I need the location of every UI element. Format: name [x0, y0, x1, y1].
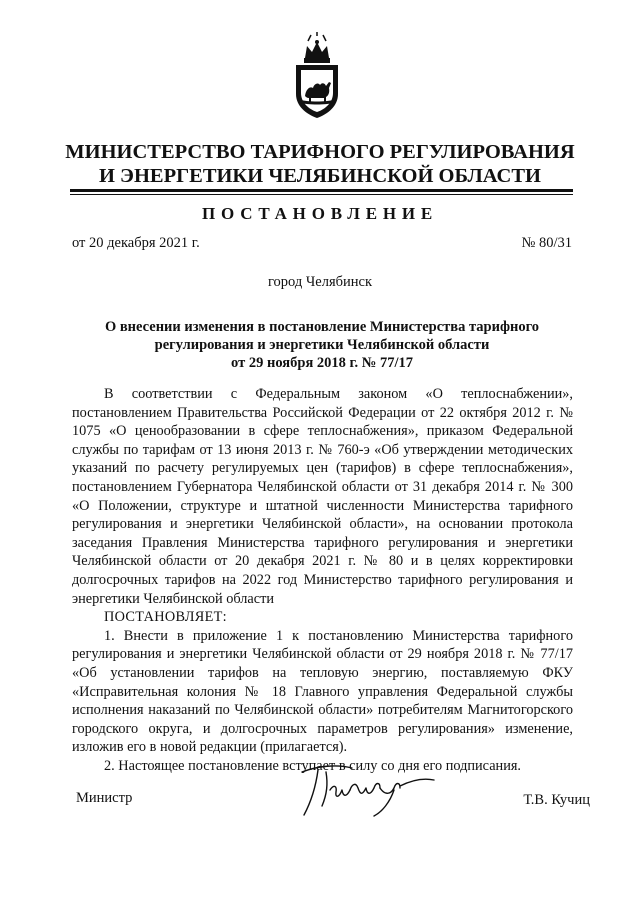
header-divider-thick [70, 189, 573, 192]
preamble-paragraph: В соответствии с Федеральным законом «О теплоснабжении», постановлением Правительства Российской Федерации от 22 октября 2012 г. № 1075 «О ценообразовании в сфере теплоснабжения», приказом Федеральной службы по тарифам от 13 июня 2013 г. № 760-э «Об утверждении методических указаний по расчету регулируемых цен (тарифов) в сфере теплоснабжения», постановлением Губернатора Челябинской области от 31 декабря 2014 г. № 300 «О Положении, структуре и штатной численности Министерства тарифного регулирования и энергетики Челябинской области», на основании протокола заседания Правления Министерства тарифного регулирования и энергетики Челябинской области от 20 декабря 2021 г. № 80 и в целях корректировки долгосрочных тарифов на 2022 год Министерство тарифного регулирования и энергетики Челябинской области [72, 386, 573, 607]
document-date: от 20 декабря 2021 г. [72, 235, 200, 251]
document-subject [72, 318, 572, 372]
coat-of-arms-icon [286, 32, 348, 120]
signature-icon [282, 760, 452, 820]
signatory-position: Министр [76, 790, 133, 806]
item-2-paragraph: 2. Настоящее постановление вступает в силу со дня его подписания. [104, 757, 521, 774]
decree-word: ПОСТАНОВЛЯЕТ: [104, 609, 227, 626]
header-divider-thin [70, 194, 573, 195]
document-body [72, 385, 573, 775]
signatory-name: Т.В. Кучиц [523, 792, 590, 808]
document-city: город Челябинск [267, 274, 373, 290]
item-1-paragraph: 1. Внести в приложение 1 к постановлению Министерства тарифного регулирования и энергетики Челябинской области от 29 ноября 2018 г. № 77/17 «Об установлении тарифов на тепловую энергию, поставляемую ФКУ «Исправительная колония № 18 Главного управления Федеральной службы исполнения наказаний по Челябинской области» потребителям Магнитогорского городского округа, и долгосрочных параметров регулирования» изменение, изложив его в новой редакции (прилагается). [72, 627, 573, 756]
document-number: № 80/31 [521, 235, 572, 251]
document-type: ПОСТАНОВЛЕНИЕ [201, 204, 439, 223]
subject-line-1: О внесении изменения в постановление Министерства тарифного [104, 319, 540, 335]
subject-line-2: регулирования и энергетики Челябинской области [154, 337, 490, 353]
ministry-title [40, 140, 600, 188]
ministry-title-line-2: И ЭНЕРГЕТИКИ ЧЕЛЯБИНСКОЙ ОБЛАСТИ [98, 165, 541, 187]
subject-line-3: от 29 ноября 2018 г. № 77/17 [231, 355, 413, 371]
ministry-title-line-1: МИНИСТЕРСТВО ТАРИФНОГО РЕГУЛИРОВАНИЯ [65, 141, 575, 163]
date-number-line [72, 235, 572, 252]
